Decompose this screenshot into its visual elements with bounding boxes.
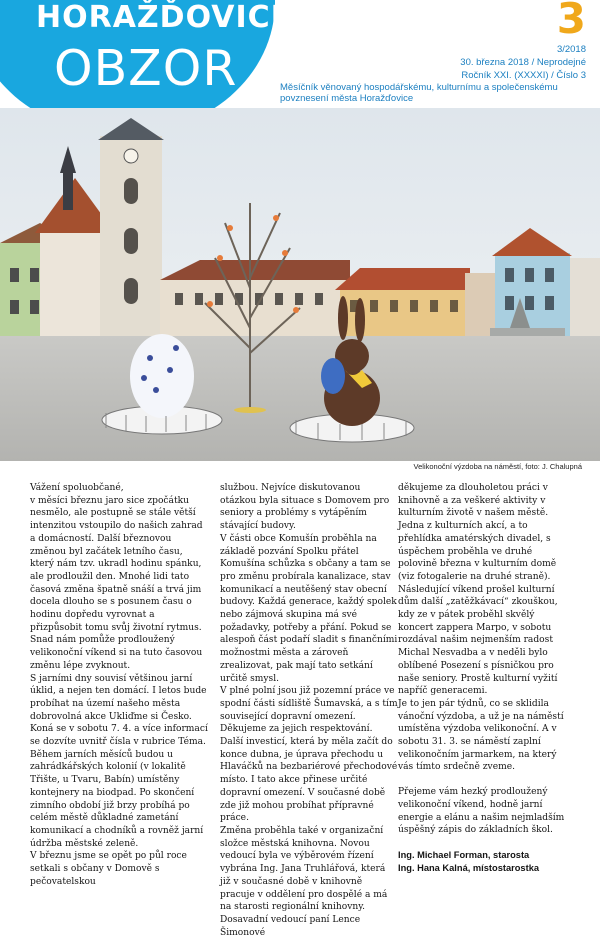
- signature-mayor: Ing. Michael Forman, starosta: [398, 849, 530, 860]
- issue-number: 3: [556, 0, 586, 43]
- issue-date: 30. března 2018 / Neprodejné: [460, 57, 586, 68]
- article-column-2: [220, 482, 398, 939]
- article-text-2: službou. Nejvíce diskutovanou otázkou byla situace s Domovem pro seniory a problémy s vytápěním stávající budovy. V části obce Komušín proběhla na základě pozvání Spolku přátel Komušína schůzka s občany a tam se pro změnu probírala kanalizace, stav komunikací a neutěšený stav obecní budovy. Každá generace, každý spolek nebo zájmová skupina má své požadavky, potřeby a přání. Pokud se alespoň část podaří sladit s finančními možnostmi města a zároveň zrealizovat, pak mají tato setkání určitě smysl. V plné polní jsou již pozemní práce ve spodní části sídliště Šumavská, a s tím související dopravní omezení. Děkujeme za jejich respektování. Další investicí, která by měla začít do konce dubna, je úprava přechodu u Hlaváčků na bezbariérové přechodové místo. I tato akce přinese určité dopravní omezení. V současné době zde již mohou probíhat přípravné práce. Změna proběhla také v organizační složce městská knihovna. Novou vedoucí byla ve výběrovém řízení vybrána Ing. Jana Truhlářová, která již v současné době v knihovně pracuje v oddělení pro dospělé a má na starosti regionální knihovny. Dosavadní vedoucí paní Lence Šimonové: [220, 483, 398, 938]
- masthead-subtitle: Měsíčník věnovaný hospodářskému, kulturnímu a společenskému povznesení města Horažďovice: [280, 82, 558, 104]
- photo-caption: Velikonoční výzdoba na náměstí, foto: J. Chalupná: [413, 462, 582, 471]
- issue-code: 3/2018: [556, 44, 586, 55]
- logo-title-top: HORAŽĎOVICKÝ: [36, 0, 318, 35]
- signature-deputy: Ing. Hana Kalná, místostarostka: [398, 862, 540, 873]
- issue-volume: Ročník XXI. (XXXXI) / Číslo 3: [461, 70, 586, 81]
- article-text-3: děkujeme za dlouholetou práci v knihovně a za veškeré aktivity v kulturním životě v našem městě. Jedna z kulturních akcí, a to přehlídka amatérských divadel, s úspěchem proběhla ve druhé polovině března v kulturním domě (viz fotogalerie na druhé straně). Následující víkend prošel kulturní dům další „zatěžkávací“ zkouškou, kdy ze v pátek proběhl skvělý koncert zappera Marpo, v sobotu rozdával našim nejmenším radost Michal Nesvadba a v neděli bylo oblíbené Posezení s písničkou pro naše seniory. Prostě kulturní vyžití napříč generacemi. Je to jen pár týdnů, co se sklidila vánoční výzdoba, a už je na náměstí umístěna výzdoba velikonoční. A v sobotu 31. 3. se náměstí zaplní velikonočním jarmarkem, na který vás tímto srdečně zveme.: [398, 483, 564, 773]
- article-column-3: [398, 482, 572, 875]
- article-text-1: Vážení spoluobčané, v měsíci březnu jaro sice zpočátku nesmělo, ale postupně se stále větší intenzitou vstoupilo do našich zahrad a domácností. Další březnovou změnou byl začátek letního času, který nám tzv. ukradl hodinu spánku, ale prodloužil den. Mnohé lidi tato časová změna špatně snáší a trvá jim docela dlouho se s posunem času o hodinu dopředu vyrovnat a přizpůsobit tomu svůj životní rytmus. Snad nám pomůže prodloužený velikonoční víkend si na tuto časovou změnu lépe zvyknout. S jarními dny souvisí většinou jarní úklid, a nejen ten domácí. I letos bude probíhat na území našeho města dobrovolná akce Ukliďme si Česko. Koná se v sobotu 7. 4. a více informací se dozvíte uvnitř čísla v rubrice Téma. Během jarních měsíců budou u zahrádkářských kolonií (v lokalitě Třište, u Tvaru, Babín) umístěny kontejnery na biodpad. Po skončení zimního období již brzy probíhá po celém městě důkladné zametání komunikací a chodníků a rovněž jarní údržba městské zeleně. V březnu jsme se opět po půl roce setkali s občany v Domově s pečovatelskou: [30, 483, 208, 887]
- article-column-1: [30, 482, 208, 889]
- article-closing: Přejeme vám hezký prodloužený velikonoční víkend, hodně jarní energie a elánu a našim nejmladším úspěšný zápis do základních škol.: [398, 787, 565, 836]
- cover-photo: [0, 108, 600, 461]
- logo-title-bottom: OBZOR: [54, 40, 238, 97]
